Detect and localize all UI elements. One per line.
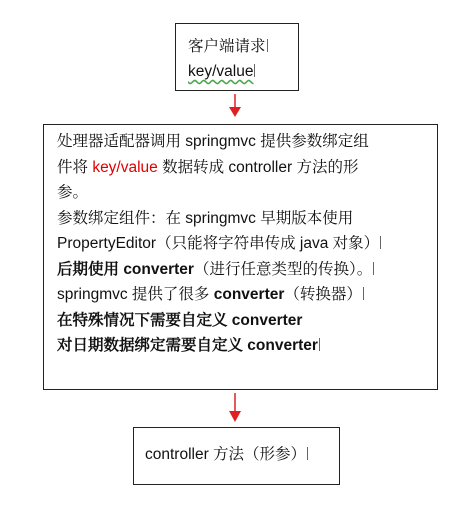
paragraph-mark <box>380 236 382 249</box>
processing-line-7: springmvc 提供了很多 converter（转换器） <box>57 282 437 308</box>
client-request-box <box>175 23 299 91</box>
processing-line-3: 参。 <box>57 184 89 201</box>
processing-line-1: 处理器适配器调用 springmvc 提供参数绑定组 <box>57 133 369 150</box>
controller-method-box <box>133 427 340 485</box>
arrow-down-icon <box>229 393 241 423</box>
processing-line-9: 对日期数据绑定需要自定义 converter <box>57 333 437 359</box>
processing-line-6: 后期使用 converter（进行任意类型的传换）。 <box>57 257 437 283</box>
client-request-label: 客户端请求 <box>188 38 266 55</box>
processing-line-2: 件将 key/value 数据转成 controller 方法的形 <box>57 158 359 176</box>
paragraph-mark <box>363 287 365 300</box>
processing-box <box>43 124 438 390</box>
processing-line-4: 参数绑定组件：在 springmvc 早期版本使用 <box>57 209 354 227</box>
arrow-down-icon <box>229 94 241 118</box>
controller-method-label: controller 方法（形参） <box>145 446 307 463</box>
paragraph-mark <box>254 64 256 77</box>
key-value-label: key/value <box>188 63 254 80</box>
processing-line-8: 在特殊情况下需要自定义 converter <box>57 311 303 329</box>
paragraph-mark <box>267 39 269 52</box>
key-value-highlight: key/value <box>92 158 158 176</box>
paragraph-mark <box>319 338 321 351</box>
paragraph-mark <box>373 262 375 275</box>
paragraph-mark <box>307 447 309 460</box>
processing-line-5: PropertyEditor（只能将字符串传成 java 对象） <box>57 231 437 257</box>
